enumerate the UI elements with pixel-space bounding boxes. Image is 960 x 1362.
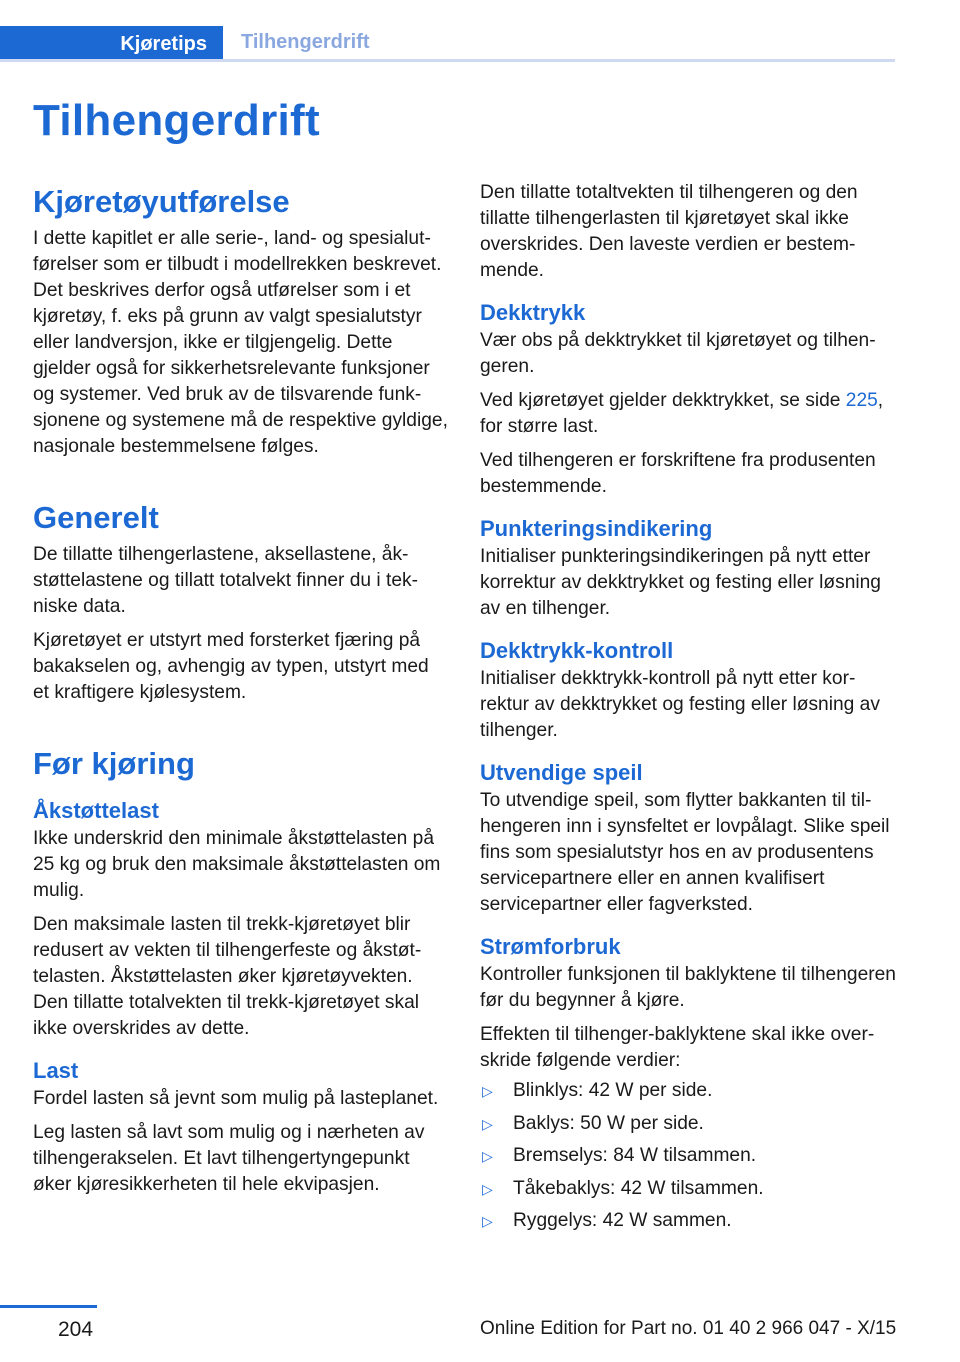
list-item-text: Baklys: 50 W per side. xyxy=(513,1112,704,1134)
list-item xyxy=(480,1208,896,1234)
paragraph: Leg lasten så lavt som mulig og i nærheten av tilhengerakselen. Et lavt tilhengertyngepunkt øker kjøresikkerheten til hele ekvipasjen. xyxy=(33,1122,425,1195)
triangle-right-icon: ▷ xyxy=(482,1213,493,1229)
footer-divider xyxy=(0,1305,97,1308)
section-title-for-kjoring: Før kjøring xyxy=(33,746,195,781)
paragraph: To utvendige speil, som flytter bakkanten til tilhengeren inn i synsfeltet er lovpålagt. Slike speil fins som spesialutstyr hos en av produsentens servicepartnere eller en annen kvalifisert servicepartner eller fagverksted. xyxy=(480,790,890,915)
paragraph: Kontroller funksjonen til baklyktene til tilhengeren før du begynner å kjøre. xyxy=(480,964,896,1011)
section-title-generelt: Generelt xyxy=(33,500,159,535)
triangle-right-icon: ▷ xyxy=(482,1115,493,1132)
paragraph: Fordel lasten så jevnt som mulig på lasteplanet. xyxy=(33,1088,439,1109)
header-divider xyxy=(0,59,895,62)
paragraph: Ikke underskrid den minimale åkstøttelasten på 25 kg og bruk den maksimale åkstøttelasten om mulig. xyxy=(33,828,441,901)
paragraph-with-page-link xyxy=(480,388,896,440)
edition-note: Online Edition for Part no. 01 40 2 966 047 - X/15 xyxy=(480,1318,897,1339)
list-item-text: Ryggelys: 42 W sammen. xyxy=(513,1210,732,1231)
list-item-text: Bremselys: 84 W tilsammen. xyxy=(513,1145,757,1166)
page-title: Tilhengerdrift xyxy=(33,96,320,145)
triangle-right-icon: ▷ xyxy=(482,1083,493,1099)
paragraph: Initialiser punkteringsindikeringen på nytt etter korrektur av dekktrykket og festing eller løsning av en tilhenger. xyxy=(480,546,881,619)
list-item xyxy=(480,1111,896,1137)
paragraph: Den maksimale lasten til trekk-kjøretøyet blir redusert av vekten til tilhengerfeste og åkstøttelasten. Åkstøttelasten øker kjøretøyvekten. Den tillatte totalvekten til trekk-kjøretøyet skal ikke overskrides av dette. xyxy=(33,914,422,1039)
paragraph: I dette kapitlet er alle serie-, land- og spesialutførelser som er tilbudt i modellrekken beskrevet. Det beskrives derfor også utførelser som i et kjøretøy, f. eks på grunn av valgt spesialutstyr eller landversjon, ikke er tilgjengelig. Dette gjelder også for sikkerhetsrelevante funksjoner og systemer. Ved bruk av de tilsvarende funksjonene og systemene må de respektive gyldige, nasjonale bestemmelsene følges. xyxy=(33,228,448,457)
subsection-title-stromforbruk: Strømforbruk xyxy=(480,934,621,959)
right-column xyxy=(480,180,896,1241)
paragraph: Den tillatte totaltvekten til tilhengeren og den tillatte tilhengerlasten til kjøretøyet skal ikke overskrides. Den laveste verdien er bestemmende. xyxy=(480,182,858,281)
list-item xyxy=(480,1176,896,1202)
tab-tilhengerdrift[interactable]: Tilhengerdrift xyxy=(241,31,370,53)
paragraph: Effekten til tilhenger-baklyktene skal ikke overskride følgende verdier: xyxy=(480,1024,875,1071)
paragraph: Initialiser dekktrykk-kontroll på nytt etter korrektur av dekktrykket og festing eller løsning av tilhenger. xyxy=(480,668,880,741)
paragraph: De tillatte tilhengerlastene, aksellastene, åkstøttelastene og tillatt totalvekt finner du i tekniske data. xyxy=(33,544,419,617)
tab-kjoretips[interactable]: Kjøretips xyxy=(0,26,223,62)
paragraph: Kjøretøyet er utstyrt med forsterket fjæring på bakakselen og, avhengig av typen, utstyrt med et kraftigere kjølesystem. xyxy=(33,630,429,703)
subsection-title-akstottelast: Åkstøttelast xyxy=(33,798,159,823)
chapter-header xyxy=(0,26,895,62)
subsection-title-dekktrykk-kontroll: Dekktrykk-kontroll xyxy=(480,638,674,663)
section-title-kjoretoyutforelse: Kjøretøyutførelse xyxy=(33,184,290,219)
bullet-list xyxy=(480,1078,896,1234)
paragraph-text: Ved kjøretøyet gjelder dekktrykket, se side xyxy=(480,390,846,411)
triangle-right-icon: ▷ xyxy=(482,1148,493,1164)
list-item xyxy=(480,1143,896,1169)
page-reference-link[interactable]: 225 xyxy=(845,390,878,411)
page-number: 204 xyxy=(58,1318,94,1341)
paragraph: Vær obs på dekktrykket til kjøretøyet og tilhengeren. xyxy=(480,330,876,377)
paragraph-text: , for større last. xyxy=(480,390,884,437)
subsection-title-dekktrykk: Dekktrykk xyxy=(480,300,586,325)
paragraph: Ved tilhengeren er forskriftene fra produsenten bestemmende. xyxy=(480,450,876,497)
list-item-text: Tåkebaklys: 42 W tilsammen. xyxy=(513,1177,764,1199)
list-item xyxy=(480,1078,896,1104)
subsection-title-punkteringsindikering: Punkteringsindikering xyxy=(480,516,713,541)
left-column xyxy=(33,180,449,1198)
list-item-text: Blinklys: 42 W per side. xyxy=(513,1080,713,1101)
subsection-title-last: Last xyxy=(33,1058,79,1083)
triangle-right-icon: ▷ xyxy=(482,1180,493,1197)
subsection-title-utvendige-speil: Utvendige speil xyxy=(480,760,643,785)
